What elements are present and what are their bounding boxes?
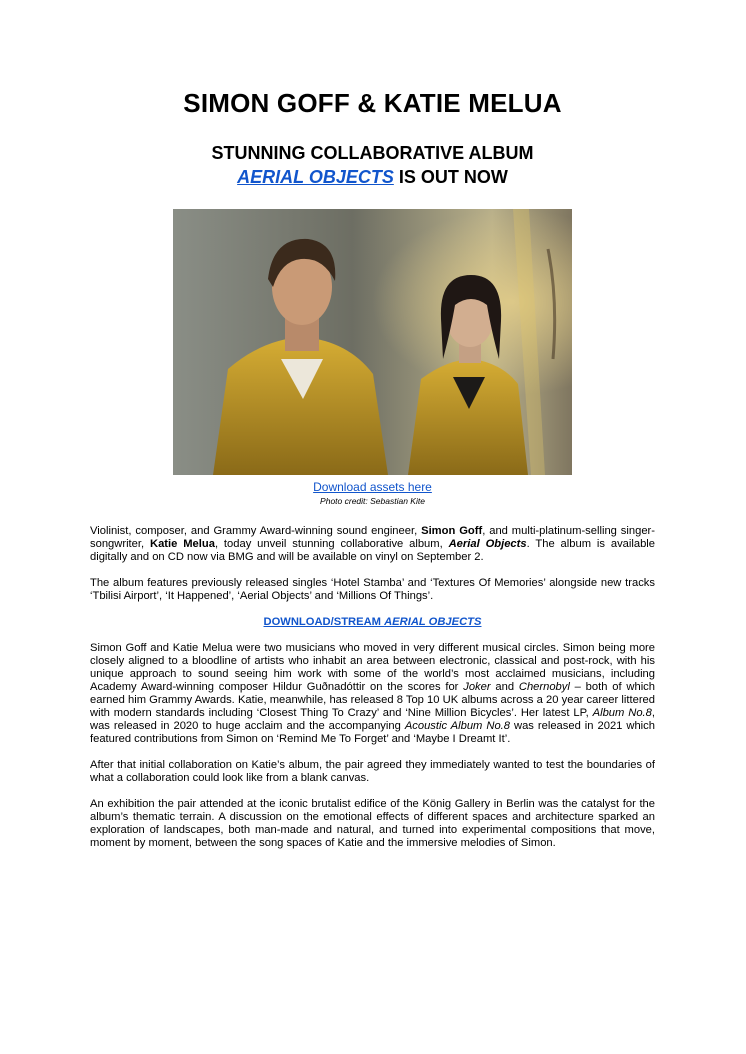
press-release-body (90, 525, 655, 863)
album-no8: Album No.8 (592, 707, 652, 719)
artist-photo (173, 209, 572, 475)
paragraph-background (90, 642, 655, 746)
album-name: Aerial Objects (448, 538, 527, 550)
p3-text-e: – both of which earned him Grammy Awards. Katie, meanwhile, has released 8 Top 10 UK albums across a 20 year career littered with modern standards including ‘Closest Thing To Crazy’ and ‘Nine Million Bicycles’. Her latest LP, (90, 681, 655, 719)
film-joker: Joker (463, 681, 491, 693)
p1-text-e: , today unveil stunning collaborative album, (214, 538, 449, 550)
subtitle-rest: IS OUT NOW (393, 167, 508, 187)
acoustic-album-no8: Acoustic Album No.8 (404, 720, 511, 732)
download-stream-link[interactable] (90, 616, 655, 629)
p1-text-c: , and multi-platinum-selling singer-songwriter, (90, 525, 655, 550)
download-assets-link[interactable]: Download assets here (313, 480, 432, 494)
p3-text-a: Simon Goff and Katie Melua were two musicians who moved in very different musical circles. Simon being more closely aligned to a bloodline of artists who inhabit an area between electronic, classical and post-rock, with his unique approach to sound seeing him work with some of the world’s most acclaimed musicians, including Academy Award-winning composer Hildur Guðnadóttir on the scores for (90, 642, 655, 693)
p1-text-g: . The album is available digitally and on CD now via BMG and will be available on vinyl on September 2. (90, 538, 656, 563)
p1-text-a: Violinist, composer, and Grammy Award-winning sound engineer, (90, 525, 422, 537)
cta-album[interactable]: AERIAL OBJECTS (384, 616, 482, 628)
paragraph-exhibition: An exhibition the pair attended at the iconic brutalist edifice of the König Gallery in Berlin was the catalyst for the album’s thematic terrain. A discussion on the emotional effects of different spaces and architecture sparked an exploration of landscapes, both man-made and natural, and turned into experimental compositions that move, moment by moment, between the song spaces of Katie and the immersive melodies of Simon. (90, 798, 655, 849)
paragraph-intro (90, 525, 655, 564)
page-title: SIMON GOFF & KATIE MELUA (183, 88, 562, 118)
p3-text-i: was released in 2021 which featured contributions from Simon on ‘Remind Me To Forget’ and ‘Maybe I Dreamt It’. (90, 720, 655, 745)
film-chernobyl: Chernobyl (518, 681, 570, 693)
p3-text-c: and (490, 681, 519, 693)
artist-name-katie: Katie Melua (149, 538, 215, 550)
subtitle-line1: STUNNING COLLABORATIVE ALBUM (211, 143, 534, 163)
paragraph-collaboration: After that initial collaboration on Katie’s album, the pair agreed they immediately wanted to test the boundaries of what a collaboration could look like from a blank canvas. (90, 759, 655, 784)
album-title-link[interactable]: AERIAL OBJECTS (237, 167, 394, 187)
page-subtitle (90, 141, 655, 189)
cta-prefix[interactable]: DOWNLOAD/STREAM (263, 616, 385, 628)
photo-credit: Photo credit: Sebastian Kite (320, 496, 425, 506)
p3-text-g: , was released in 2020 to huge acclaim and the accompanying (90, 707, 655, 732)
paragraph-tracks: The album features previously released singles ‘Hotel Stamba’ and ‘Textures Of Memories’ alongside new tracks ‘Tbilisi Airport’, ‘It Happened’, ‘Aerial Objects’ and ‘Millions Of Things’. (90, 577, 655, 602)
artist-name-simon: Simon Goff (421, 525, 483, 537)
artist-photo-image (173, 209, 572, 475)
